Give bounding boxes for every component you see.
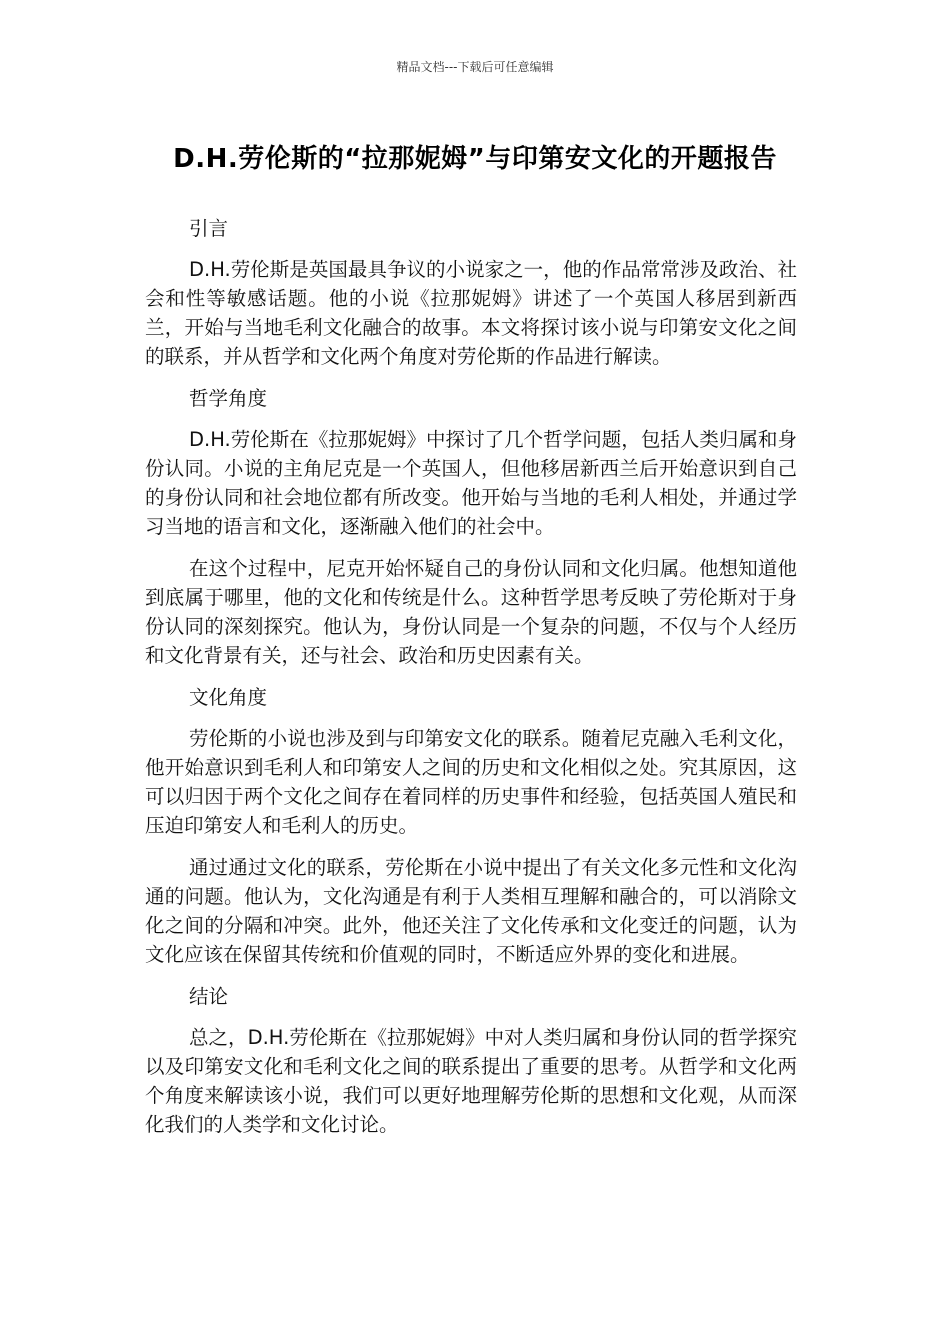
document-body — [145, 214, 797, 1152]
section-heading: 结论 — [189, 985, 229, 1008]
section-heading: 哲学角度 — [189, 387, 268, 410]
section-conclusion — [145, 982, 797, 1139]
section-philosophy — [145, 384, 797, 670]
paragraph: D.H.劳伦斯在《拉那妮姆》中探讨了几个哲学问题，包括人类归属和身份认同。小说的主角尼克是一个英国人，但他移居新西兰后开始意识到自己的身份认同和社会地位都有所改变。他开始与当地的毛利人相处，并通过学习当地的语言和文化，逐渐融入他们的社会中。 — [145, 428, 797, 538]
section-introduction — [145, 214, 797, 371]
paragraph: 在这个过程中，尼克开始怀疑自己的身份认同和文化归属。他想知道他到底属于哪里，他的文化和传统是什么。这种哲学思考反映了劳伦斯对于身份认同的深刻探究。他认为，身份认同是一个复杂的问题，不仅与个人经历和文化背景有关，还与社会、政治和历史因素有关。 — [145, 557, 797, 667]
paragraph: D.H.劳伦斯是英国最具争议的小说家之一，他的作品常常涉及政治、社会和性等敏感话题。他的小说《拉那妮姆》讲述了一个英国人移居到新西兰，开始与当地毛利文化融合的故事。本文将探讨该小说与印第安文化之间的联系，并从哲学和文化两个角度对劳伦斯的作品进行解读。 — [145, 258, 797, 368]
document-title: D.H.劳伦斯的“拉那妮姆”与印第安文化的开题报告 — [173, 144, 777, 174]
paragraph: 劳伦斯的小说也涉及到与印第安文化的联系。随着尼克融入毛利文化，他开始意识到毛利人和印第安人之间的历史和文化相似之处。究其原因，这可以归因于两个文化之间存在着同样的历史事件和经验，包括英国人殖民和压迫印第安人和毛利人的历史。 — [145, 727, 797, 837]
section-heading: 引言 — [189, 217, 229, 240]
paragraph: 总之，D.H.劳伦斯在《拉那妮姆》中对人类归属和身份认同的哲学探究以及印第安文化和毛利文化之间的联系提出了重要的思考。从哲学和文化两个角度来解读该小说，我们可以更好地理解劳伦斯的思想和文化观，从而深化我们的人类学和文化讨论。 — [145, 1026, 797, 1136]
section-heading: 文化角度 — [189, 686, 268, 709]
paragraph: 通过通过文化的联系，劳伦斯在小说中提出了有关文化多元性和文化沟通的问题。他认为，文化沟通是有利于人类相互理解和融合的，可以消除文化之间的分隔和冲突。此外，他还关注了文化传承和文化变迁的问题，认为文化应该在保留其传统和价值观的同时，不断适应外界的变化和进展。 — [145, 856, 797, 966]
section-culture — [145, 683, 797, 969]
page-header: 精品文档---下载后可任意编辑 — [396, 60, 554, 74]
